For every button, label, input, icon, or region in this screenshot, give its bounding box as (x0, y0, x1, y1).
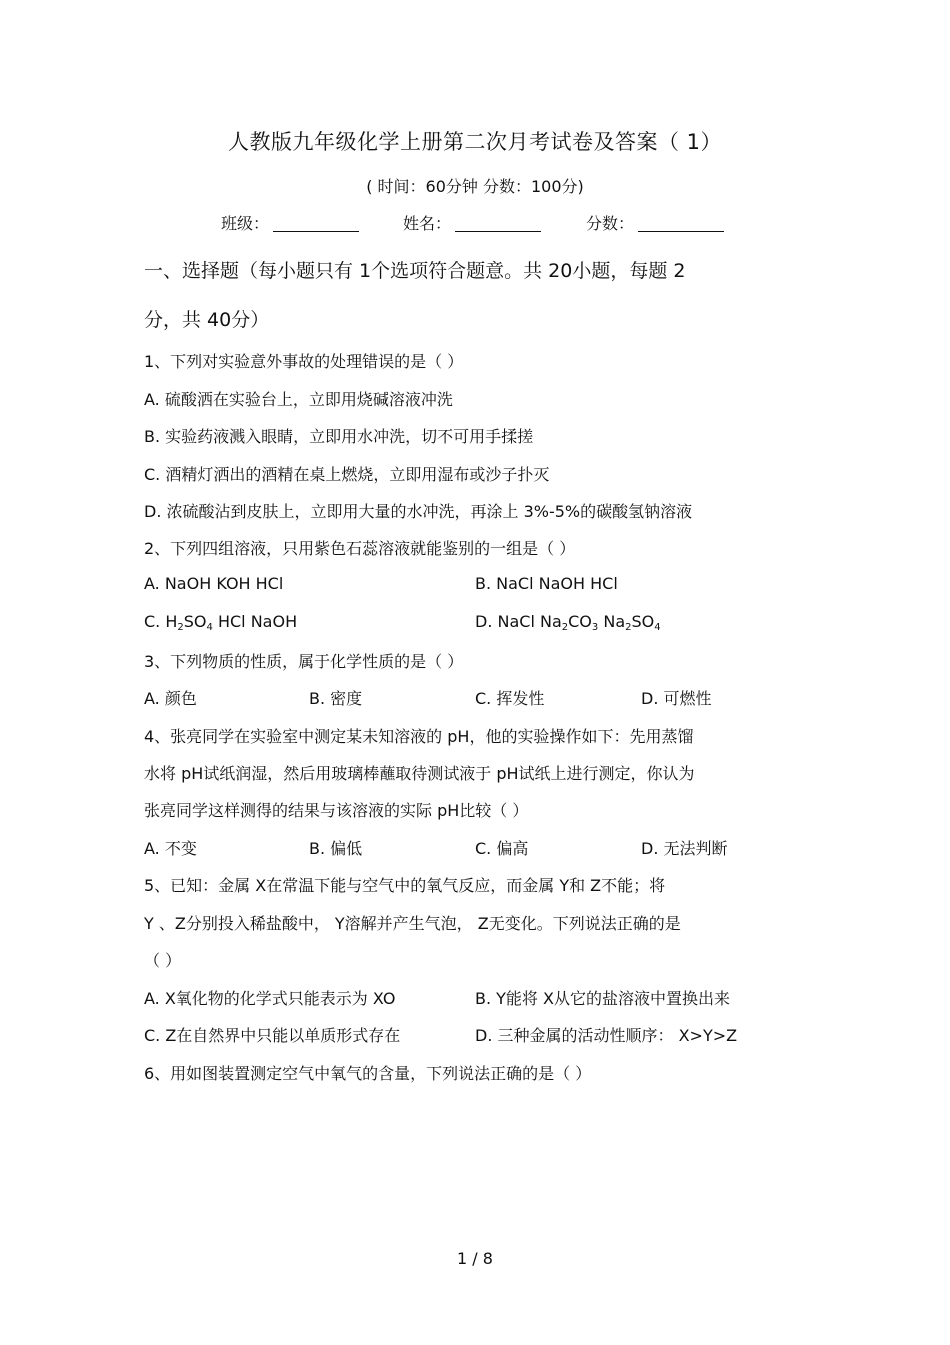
formula-text: Na (598, 612, 626, 631)
section-heading-line1: 一、选择题（每小题只有 1个选项符合题意。共 20小题，每题 2 (144, 260, 686, 282)
class-blank (273, 215, 359, 232)
question-5-option-d: D. 三种金属的活动性顺序： X>Y>Z (475, 1026, 738, 1045)
question-4-option-b: B. 偏低 (309, 839, 363, 858)
question-3-option-b: B. 密度 (309, 689, 363, 708)
question-5-stem-line2: Y 、Z分别投入稀盐酸中， Y溶解并产生气泡， Z无变化。下列说法正确的是 (144, 914, 681, 933)
exam-time-score: ( 时间：60分钟 分数：100分) (366, 177, 584, 196)
formula-subscript: 3 (591, 622, 599, 633)
question-2-option-c (144, 612, 297, 633)
name-blank (455, 215, 541, 232)
question-2-option-a: A. NaOH KOH HCl (144, 574, 284, 593)
formula-text: D. NaCl Na (475, 612, 562, 631)
page-title: 人教版九年级化学上册第二次月考试卷及答案（ 1） (227, 130, 723, 154)
question-6-stem: 6、用如图装置测定空气中氧气的含量，下列说法正确的是（ ） (144, 1064, 592, 1083)
question-3-option-a: A. 颜色 (144, 689, 197, 708)
formula-text: SO (631, 612, 655, 631)
question-2-option-b: B. NaCl NaOH HCl (475, 574, 618, 593)
score-blank (638, 215, 724, 232)
question-1-option-c: C. 酒精灯洒出的酒精在桌上燃烧，立即用湿布或沙子扑灭 (144, 465, 550, 484)
formula-text: C. H (144, 612, 178, 631)
name-label: 姓名： (403, 214, 452, 233)
formula-subscript: 4 (654, 622, 661, 633)
question-5-stem-line3: （ ） (144, 951, 182, 970)
question-4-option-c: C. 偏高 (475, 839, 529, 858)
score-field (586, 211, 724, 234)
question-5-option-a: A. X氧化物的化学式只能表示为 XO (144, 989, 396, 1008)
formula-subscript: 2 (561, 622, 569, 633)
formula-subscript: 2 (625, 622, 632, 633)
class-label: 班级： (221, 214, 270, 233)
question-3-option-d: D. 可燃性 (641, 689, 712, 708)
formula-text: CO (568, 612, 592, 631)
question-1-option-a: A. 硫酸洒在实验台上，立即用烧碱溶液冲洗 (144, 390, 453, 409)
question-5-option-b: B. Y能将 X从它的盐溶液中置换出来 (475, 989, 730, 1008)
question-4-option-a: A. 不变 (144, 839, 197, 858)
question-4-stem-line3: 张亮同学这样测得的结果与该溶液的实际 pH比较（ ） (144, 801, 529, 820)
question-5-option-c: C. Z在自然界中只能以单质形式存在 (144, 1026, 401, 1045)
formula-subscript: 4 (206, 622, 213, 633)
question-4-stem-line1: 4、张亮同学在实验室中测定某未知溶液的 pH，他的实验操作如下：先用蒸馏 (144, 727, 694, 746)
question-4-stem-line2: 水将 pH试纸润湿，然后用玻璃棒蘸取待测试液于 pH试纸上进行测定，你认为 (144, 764, 695, 783)
question-4-option-d: D. 无法判断 (641, 839, 728, 858)
formula-text: HCl NaOH (212, 612, 298, 631)
question-2-option-d (475, 612, 661, 633)
question-3-stem: 3、下列物质的性质，属于化学性质的是（ ） (144, 652, 464, 671)
question-1-stem: 1、下列对实验意外事故的处理错误的是（ ） (144, 352, 464, 371)
class-field (221, 211, 359, 234)
question-1-option-b: B. 实验药液溅入眼睛，立即用水冲洗，切不可用手揉搓 (144, 427, 534, 446)
question-5-stem-line1: 5、已知：金属 X在常温下能与空气中的氧气反应，而金属 Y和 Z不能；将 (144, 876, 666, 895)
section-heading-line2: 分，共 40分） (144, 309, 270, 331)
question-1-option-d: D. 浓硫酸沾到皮肤上，立即用大量的水冲洗，再涂上 3%-5%的碳酸氢钠溶液 (144, 502, 693, 521)
name-field (403, 211, 541, 234)
score-label: 分数： (586, 214, 635, 233)
question-3-option-c: C. 挥发性 (475, 689, 545, 708)
question-2-stem: 2、下列四组溶液，只用紫色石蕊溶液就能鉴别的一组是（ ） (144, 539, 576, 558)
formula-subscript: 2 (177, 622, 184, 633)
page-number: 1 / 8 (457, 1249, 493, 1268)
formula-text: SO (183, 612, 207, 631)
